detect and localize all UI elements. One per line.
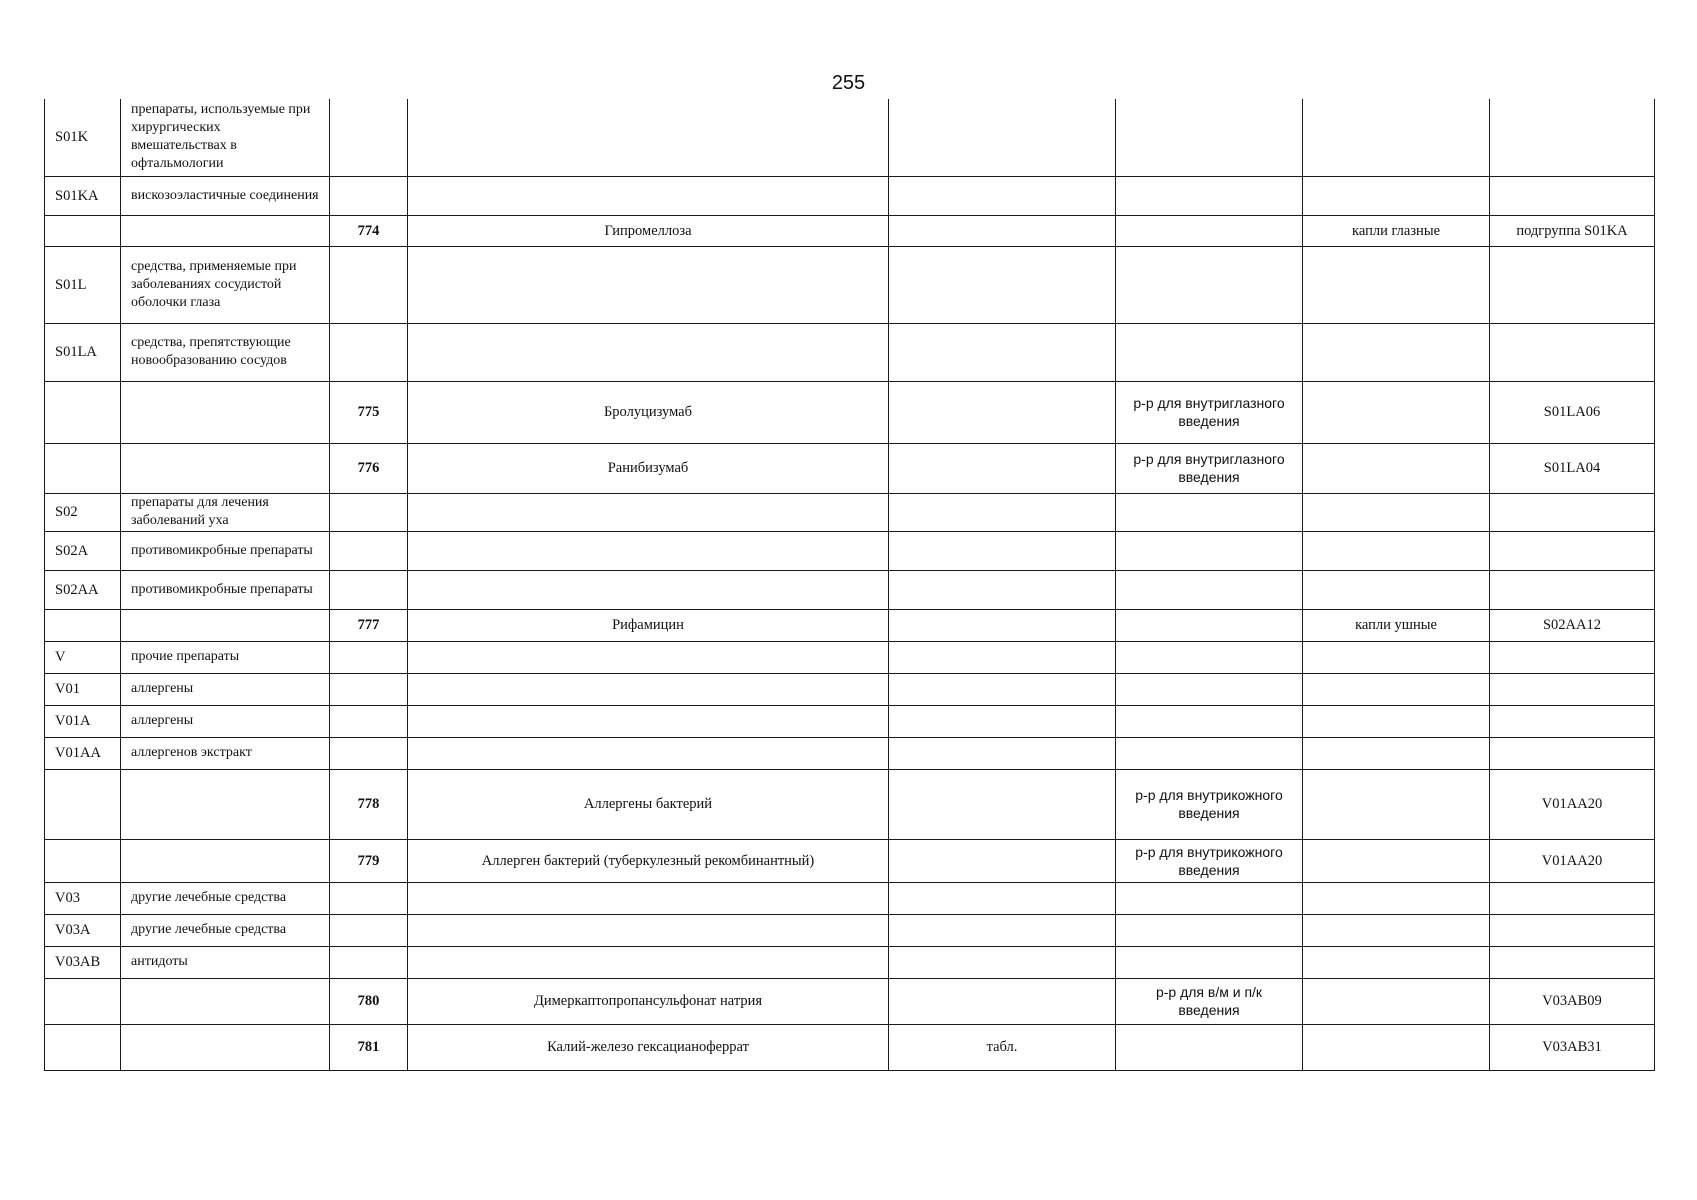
atc-code-cell: V03AB xyxy=(45,946,121,978)
drug-name-cell xyxy=(408,493,889,531)
dosage-form-cell xyxy=(889,882,1116,914)
route-cell xyxy=(1116,215,1303,246)
item-number-cell xyxy=(330,914,408,946)
dosage-form-cell xyxy=(889,381,1116,443)
route-cell xyxy=(1116,673,1303,705)
dosage-form-cell xyxy=(889,609,1116,641)
item-number-cell xyxy=(330,570,408,609)
dosage-form-cell xyxy=(889,99,1116,176)
atc-code-cell: S01L xyxy=(45,246,121,323)
item-number-cell xyxy=(330,705,408,737)
table-row xyxy=(45,246,1655,323)
atc-code-cell xyxy=(45,381,121,443)
atc-code-cell xyxy=(45,839,121,882)
table-row xyxy=(45,882,1655,914)
atc-code-cell xyxy=(45,443,121,493)
atx-code-cell: V03AB31 xyxy=(1490,1024,1655,1070)
atc-code-cell: S02A xyxy=(45,531,121,570)
dosage-form-cell xyxy=(889,673,1116,705)
atx-code-cell xyxy=(1490,737,1655,769)
group-description-cell xyxy=(121,839,330,882)
atc-code-cell: S02 xyxy=(45,493,121,531)
atc-code-cell: V01A xyxy=(45,705,121,737)
group-description-cell: средства, препятствующие новообразованию сосудов xyxy=(121,323,330,381)
atx-code-cell xyxy=(1490,946,1655,978)
route-cell xyxy=(1116,882,1303,914)
item-number-cell xyxy=(330,323,408,381)
drops-form-cell xyxy=(1303,246,1490,323)
dosage-form-cell xyxy=(889,641,1116,673)
atx-code-cell: V01AA20 xyxy=(1490,839,1655,882)
group-description-cell: другие лечебные средства xyxy=(121,882,330,914)
drug-name-cell xyxy=(408,641,889,673)
group-description-cell: вискозоэластичные соединения xyxy=(121,176,330,215)
table-row xyxy=(45,99,1655,176)
drug-name-cell xyxy=(408,570,889,609)
atc-code-cell xyxy=(45,769,121,839)
dosage-form-cell xyxy=(889,323,1116,381)
atc-code-cell xyxy=(45,215,121,246)
dosage-form-cell xyxy=(889,531,1116,570)
atx-code-cell xyxy=(1490,705,1655,737)
atc-code-cell: S01LA xyxy=(45,323,121,381)
drops-form-cell xyxy=(1303,737,1490,769)
table-row xyxy=(45,215,1655,246)
route-cell: р-р для внутриглазного введения xyxy=(1116,443,1303,493)
table-row xyxy=(45,493,1655,531)
atx-code-cell xyxy=(1490,176,1655,215)
route-cell xyxy=(1116,493,1303,531)
drug-name-cell xyxy=(408,914,889,946)
item-number-cell xyxy=(330,882,408,914)
route-cell xyxy=(1116,323,1303,381)
drug-name-cell xyxy=(408,737,889,769)
item-number-cell: 776 xyxy=(330,443,408,493)
group-description-cell: средства, применяемые при заболеваниях сосудистой оболочки глаза xyxy=(121,246,330,323)
atx-code-cell xyxy=(1490,570,1655,609)
group-description-cell xyxy=(121,381,330,443)
dosage-form-cell xyxy=(889,737,1116,769)
atx-code-cell: S02AA12 xyxy=(1490,609,1655,641)
drug-name-cell xyxy=(408,323,889,381)
item-number-cell xyxy=(330,737,408,769)
group-description-cell: другие лечебные средства xyxy=(121,914,330,946)
drug-name-cell xyxy=(408,176,889,215)
route-cell: р-р для внутриглазного введения xyxy=(1116,381,1303,443)
route-cell xyxy=(1116,705,1303,737)
table-row xyxy=(45,381,1655,443)
table-row xyxy=(45,737,1655,769)
drops-form-cell xyxy=(1303,381,1490,443)
group-description-cell xyxy=(121,609,330,641)
atx-code-cell xyxy=(1490,914,1655,946)
dosage-form-cell xyxy=(889,493,1116,531)
drops-form-cell xyxy=(1303,1024,1490,1070)
drops-form-cell xyxy=(1303,641,1490,673)
route-cell xyxy=(1116,1024,1303,1070)
drops-form-cell xyxy=(1303,978,1490,1024)
table-row xyxy=(45,641,1655,673)
table-row xyxy=(45,839,1655,882)
drug-name-cell: Бролуцизумаб xyxy=(408,381,889,443)
item-number-cell xyxy=(330,946,408,978)
group-description-cell xyxy=(121,215,330,246)
drops-form-cell: капли глазные xyxy=(1303,215,1490,246)
table-row xyxy=(45,176,1655,215)
drops-form-cell xyxy=(1303,673,1490,705)
group-description-cell xyxy=(121,978,330,1024)
dosage-form-cell xyxy=(889,246,1116,323)
drops-form-cell xyxy=(1303,769,1490,839)
table-row xyxy=(45,673,1655,705)
drug-name-cell xyxy=(408,946,889,978)
atx-code-cell: S01LA06 xyxy=(1490,381,1655,443)
dosage-form-cell xyxy=(889,946,1116,978)
dosage-form-cell xyxy=(889,443,1116,493)
item-number-cell: 781 xyxy=(330,1024,408,1070)
atc-code-cell: V01 xyxy=(45,673,121,705)
atx-code-cell xyxy=(1490,99,1655,176)
drops-form-cell xyxy=(1303,882,1490,914)
atc-code-cell: V xyxy=(45,641,121,673)
drops-form-cell xyxy=(1303,946,1490,978)
drops-form-cell xyxy=(1303,176,1490,215)
group-description-cell: прочие препараты xyxy=(121,641,330,673)
drug-table xyxy=(44,99,1655,1071)
atx-code-cell xyxy=(1490,641,1655,673)
drug-name-cell xyxy=(408,531,889,570)
group-description-cell: аллергенов экстракт xyxy=(121,737,330,769)
atx-code-cell xyxy=(1490,246,1655,323)
table-row xyxy=(45,769,1655,839)
drug-name-cell xyxy=(408,99,889,176)
drug-name-cell: Рифамицин xyxy=(408,609,889,641)
table-row xyxy=(45,570,1655,609)
route-cell xyxy=(1116,99,1303,176)
group-description-cell: антидоты xyxy=(121,946,330,978)
atx-code-cell: V01AA20 xyxy=(1490,769,1655,839)
drug-name-cell xyxy=(408,882,889,914)
dosage-form-cell xyxy=(889,176,1116,215)
atc-code-cell: S02AA xyxy=(45,570,121,609)
table-row xyxy=(45,978,1655,1024)
atc-code-cell: S01K xyxy=(45,99,121,176)
item-number-cell: 774 xyxy=(330,215,408,246)
drops-form-cell xyxy=(1303,323,1490,381)
atc-code-cell: V03A xyxy=(45,914,121,946)
dosage-form-cell xyxy=(889,215,1116,246)
route-cell: р-р для в/м и п/к введения xyxy=(1116,978,1303,1024)
atx-code-cell xyxy=(1490,531,1655,570)
route-cell xyxy=(1116,914,1303,946)
group-description-cell: препараты для лечения заболеваний уха xyxy=(121,493,330,531)
route-cell: р-р для внутрикожного введения xyxy=(1116,769,1303,839)
table-row xyxy=(45,914,1655,946)
route-cell xyxy=(1116,246,1303,323)
table-body xyxy=(45,99,1655,1070)
drug-name-cell: Аллергены бактерий xyxy=(408,769,889,839)
drops-form-cell xyxy=(1303,705,1490,737)
atc-code-cell: V01AA xyxy=(45,737,121,769)
group-description-cell: аллергены xyxy=(121,705,330,737)
route-cell xyxy=(1116,531,1303,570)
drug-name-cell: Димеркаптопропансульфонат натрия xyxy=(408,978,889,1024)
route-cell xyxy=(1116,946,1303,978)
atc-code-cell: V03 xyxy=(45,882,121,914)
group-description-cell: противомикробные препараты xyxy=(121,570,330,609)
route-cell: р-р для внутрикожного введения xyxy=(1116,839,1303,882)
item-number-cell xyxy=(330,99,408,176)
drops-form-cell xyxy=(1303,443,1490,493)
group-description-cell xyxy=(121,1024,330,1070)
item-number-cell xyxy=(330,531,408,570)
drug-name-cell: Ранибизумаб xyxy=(408,443,889,493)
table-row xyxy=(45,705,1655,737)
table-row xyxy=(45,1024,1655,1070)
dosage-form-cell xyxy=(889,570,1116,609)
table-row xyxy=(45,323,1655,381)
item-number-cell: 775 xyxy=(330,381,408,443)
drops-form-cell xyxy=(1303,839,1490,882)
route-cell xyxy=(1116,570,1303,609)
group-description-cell: противомикробные препараты xyxy=(121,531,330,570)
drug-name-cell xyxy=(408,673,889,705)
atx-code-cell: V03AB09 xyxy=(1490,978,1655,1024)
group-description-cell: аллергены xyxy=(121,673,330,705)
item-number-cell xyxy=(330,673,408,705)
item-number-cell xyxy=(330,246,408,323)
atc-code-cell: S01KA xyxy=(45,176,121,215)
group-description-cell xyxy=(121,443,330,493)
drops-form-cell xyxy=(1303,570,1490,609)
route-cell xyxy=(1116,641,1303,673)
atx-code-cell xyxy=(1490,882,1655,914)
drug-name-cell xyxy=(408,705,889,737)
drops-form-cell xyxy=(1303,531,1490,570)
atc-code-cell xyxy=(45,1024,121,1070)
item-number-cell xyxy=(330,493,408,531)
item-number-cell: 779 xyxy=(330,839,408,882)
route-cell xyxy=(1116,176,1303,215)
item-number-cell xyxy=(330,641,408,673)
drops-form-cell xyxy=(1303,99,1490,176)
atc-code-cell xyxy=(45,978,121,1024)
drug-name-cell xyxy=(408,246,889,323)
table-row xyxy=(45,443,1655,493)
item-number-cell: 777 xyxy=(330,609,408,641)
dosage-form-cell: табл. xyxy=(889,1024,1116,1070)
drops-form-cell: капли ушные xyxy=(1303,609,1490,641)
dosage-form-cell xyxy=(889,914,1116,946)
item-number-cell: 778 xyxy=(330,769,408,839)
dosage-form-cell xyxy=(889,978,1116,1024)
atx-code-cell: S01LA04 xyxy=(1490,443,1655,493)
dosage-form-cell xyxy=(889,705,1116,737)
group-description-cell xyxy=(121,769,330,839)
page-number: 255 xyxy=(831,72,866,94)
dosage-form-cell xyxy=(889,839,1116,882)
drops-form-cell xyxy=(1303,493,1490,531)
table-row xyxy=(45,946,1655,978)
item-number-cell: 780 xyxy=(330,978,408,1024)
atx-code-cell: подгруппа S01KA xyxy=(1490,215,1655,246)
atc-code-cell xyxy=(45,609,121,641)
item-number-cell xyxy=(330,176,408,215)
table-row xyxy=(45,531,1655,570)
drug-name-cell: Гипромеллоза xyxy=(408,215,889,246)
atx-code-cell xyxy=(1490,493,1655,531)
drug-name-cell: Калий-железо гексацианоферрат xyxy=(408,1024,889,1070)
atx-code-cell xyxy=(1490,323,1655,381)
atx-code-cell xyxy=(1490,673,1655,705)
route-cell xyxy=(1116,737,1303,769)
table-row xyxy=(45,609,1655,641)
group-description-cell: препараты, используемые при хирургических вмешательствах в офтальмологии xyxy=(121,99,330,176)
drug-name-cell: Аллерген бактерий (туберкулезный рекомбинантный) xyxy=(408,839,889,882)
drops-form-cell xyxy=(1303,914,1490,946)
route-cell xyxy=(1116,609,1303,641)
dosage-form-cell xyxy=(889,769,1116,839)
